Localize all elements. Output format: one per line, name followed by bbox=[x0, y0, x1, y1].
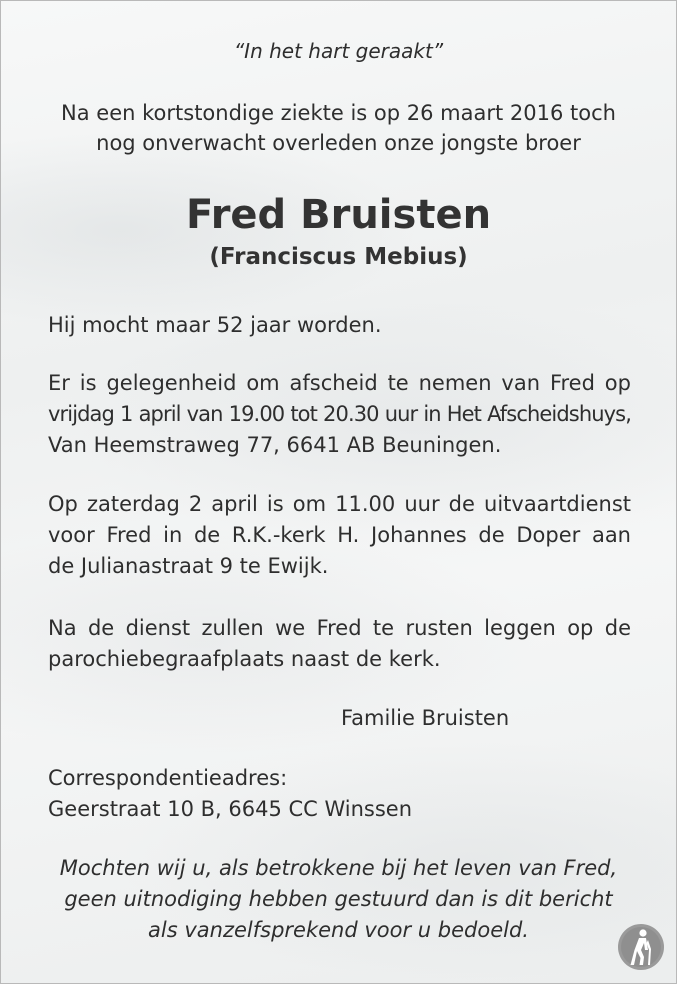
closing-line-1: Mochten wij u, als betrokkene bij het leven van Fred, bbox=[59, 856, 618, 880]
walking-figure-icon bbox=[617, 923, 665, 971]
age-line: Hij mocht maar 52 jaar worden. bbox=[48, 313, 382, 337]
service-line-3: de Julianastraat 9 te Ewijk. bbox=[48, 554, 329, 578]
service-line-1: Op zaterdag 2 april is om 11.00 uur de uitvaartdienst bbox=[48, 492, 631, 516]
intro-line-1: Na een kortstondige ziekte is op 26 maart 2016 toch bbox=[61, 101, 616, 125]
signoff: Familie Bruisten bbox=[341, 706, 510, 730]
burial-line-2: parochiebegraafplaats naast de kerk. bbox=[48, 647, 441, 671]
farewell-line-2: vrijdag 1 april van 19.00 tot 20.30 uur in Het Afscheidshuys, bbox=[48, 402, 631, 426]
intro-line-2: nog onverwacht overleden onze jongste broer bbox=[96, 131, 581, 155]
deceased-full-name: (Franciscus Mebius) bbox=[209, 244, 468, 270]
correspondence-label: Correspondentieadres: bbox=[48, 766, 288, 790]
motto: “In het hart geraakt” bbox=[233, 39, 444, 63]
closing-line-2: geen uitnodiging hebben gestuurd dan is dit bericht bbox=[64, 887, 613, 911]
closing-line-3: als vanzelfsprekend voor u bedoeld. bbox=[148, 918, 529, 942]
farewell-line-1: Er is gelegenheid om afscheid te nemen van Fred op bbox=[48, 371, 631, 395]
correspondence-address: Geerstraat 10 B, 6645 CC Winssen bbox=[48, 797, 413, 821]
burial-line-1: Na de dienst zullen we Fred te rusten leggen op de bbox=[48, 616, 631, 640]
deceased-name: Fred Bruisten bbox=[185, 192, 492, 238]
farewell-line-3: Van Heemstraweg 77, 6641 AB Beuningen. bbox=[48, 433, 502, 457]
service-line-2: voor Fred in de R.K.-kerk H. Johannes de Doper aan bbox=[48, 523, 631, 547]
